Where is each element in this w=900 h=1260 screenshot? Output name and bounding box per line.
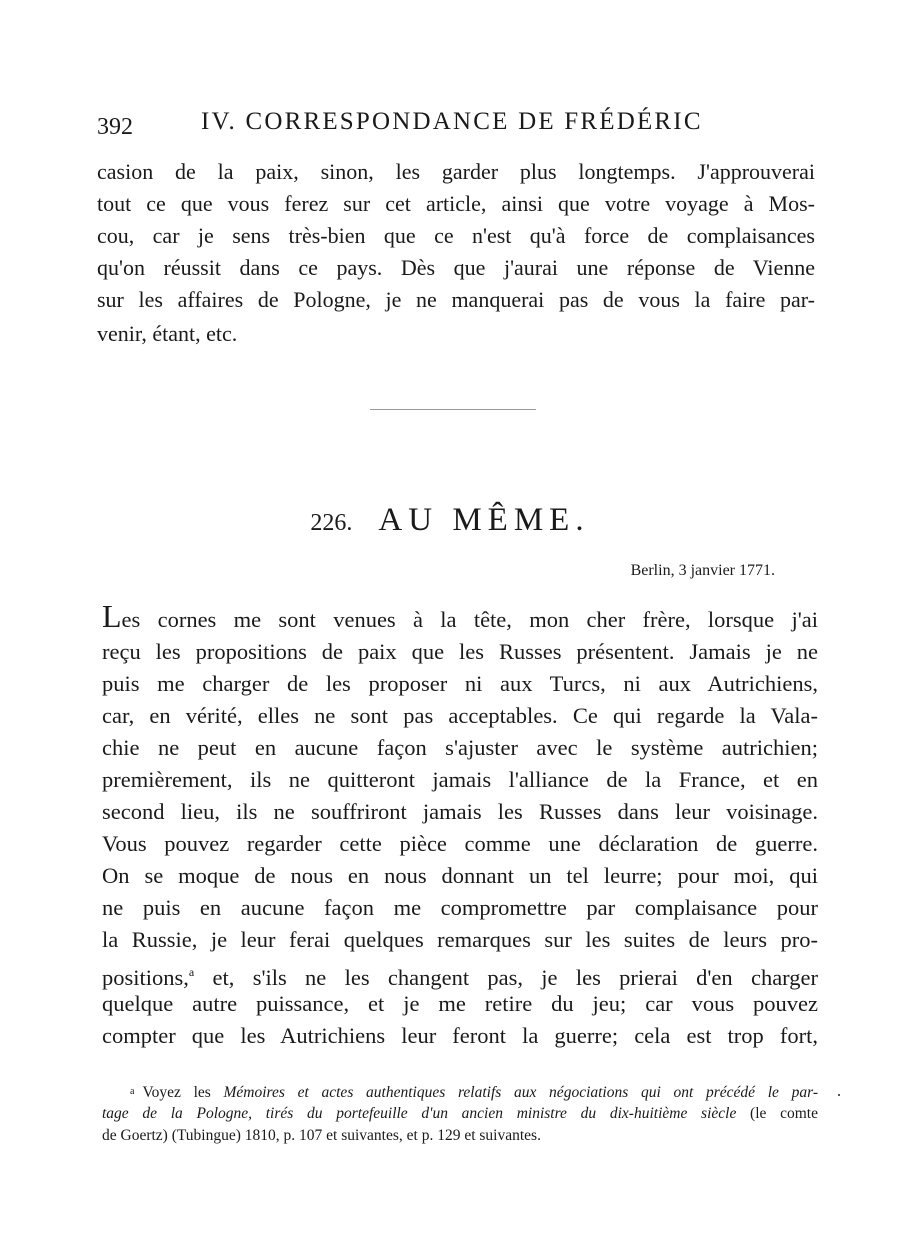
footnote-line [102,1104,818,1124]
section-number: 226. [310,510,353,536]
section-divider [370,409,536,410]
text-line-with-note [102,958,818,990]
text-line: chie ne peut en aucune façon s'ajuster avec le système autrichien; [102,735,818,760]
letter-first-line [102,598,818,634]
running-title: IV. CORRESPONDANCE DE FRÉDÉRIC [201,108,703,135]
text-line: compter que les Autrichiens leur feront la guerre; cela est trop fort, [102,1023,818,1048]
section-title: AU MÊME. [378,502,590,538]
print-speck [838,1094,840,1096]
text-line: reçu les propositions de paix que les Russes présentent. Jamais je ne [102,639,818,664]
footnote-reference: a [188,965,195,979]
text-line: Vous pouvez regarder cette pièce comme une déclaration de guerre. [102,831,818,856]
footnote-text: (le comte [736,1105,818,1122]
text-line: On se moque de nous en nous donnant un tel leurre; pour moi, qui [102,863,818,888]
text-line: tout ce que vous ferez sur cet article, ainsi que votre voyage à Mos- [97,191,815,216]
text-line: quelque autre puissance, et je me retire du jeu; car vous pouvez [102,991,818,1016]
text-line: qu'on réussit dans ce pays. Dès que j'aurai une réponse de Vienne [97,255,815,280]
footnote-text: Voyez les [142,1084,224,1101]
footnote-line [130,1082,818,1102]
text-line: premièrement, ils ne quitteront jamais l'alliance de la France, et en [102,767,818,792]
text-line: venir, étant, etc. [97,321,238,346]
text-line: sur les affaires de Pologne, je ne manquerai pas de vous la faire par- [97,287,815,312]
footnote-line: de Goertz) (Tubingue) 1810, p. 107 et suivantes, et p. 129 et suivantes. [102,1127,541,1144]
text-line: cou, car je sens très-bien que ce n'est qu'à force de complaisances [97,223,815,248]
letter-first-line-text: es cornes me sont venues à la tête, mon cher frère, lorsque j'ai [121,607,818,632]
footnote-title: tage de la Pologne, tirés du portefeuille d'un ancien ministre du dix-huitième siècle [102,1105,737,1122]
text-line: car, en vérité, elles ne sont pas acceptables. Ce qui regarde la Vala- [102,703,818,728]
text-line: puis me charger de les proposer ni aux Turcs, ni aux Autrichiens, [102,671,818,696]
drop-cap: L [102,598,122,634]
footnote-title: Mémoires et actes authentiques relatifs aux négociations qui ont précédé le par- [223,1084,818,1101]
dateline: Berlin, 3 janvier 1771. [630,562,775,579]
footnote-marker: a [130,1086,135,1097]
page-header [97,108,717,148]
text-line: second lieu, ils ne souffriront jamais les Russes dans leur voisinage. [102,799,818,824]
text-line: ne puis en aucune façon me compromettre par complaisance pour [102,895,818,920]
text-line: la Russie, je leur ferai quelques remarques sur les suites de leurs pro- [102,927,818,952]
section-heading [0,502,900,539]
text-segment: positions, [102,965,189,990]
text-line: casion de la paix, sinon, les garder plus longtemps. J'approuverai [97,159,815,184]
page-number: 392 [97,114,133,140]
text-segment: et, s'ils ne les changent pas, je les prierai d'en charger [194,965,818,990]
